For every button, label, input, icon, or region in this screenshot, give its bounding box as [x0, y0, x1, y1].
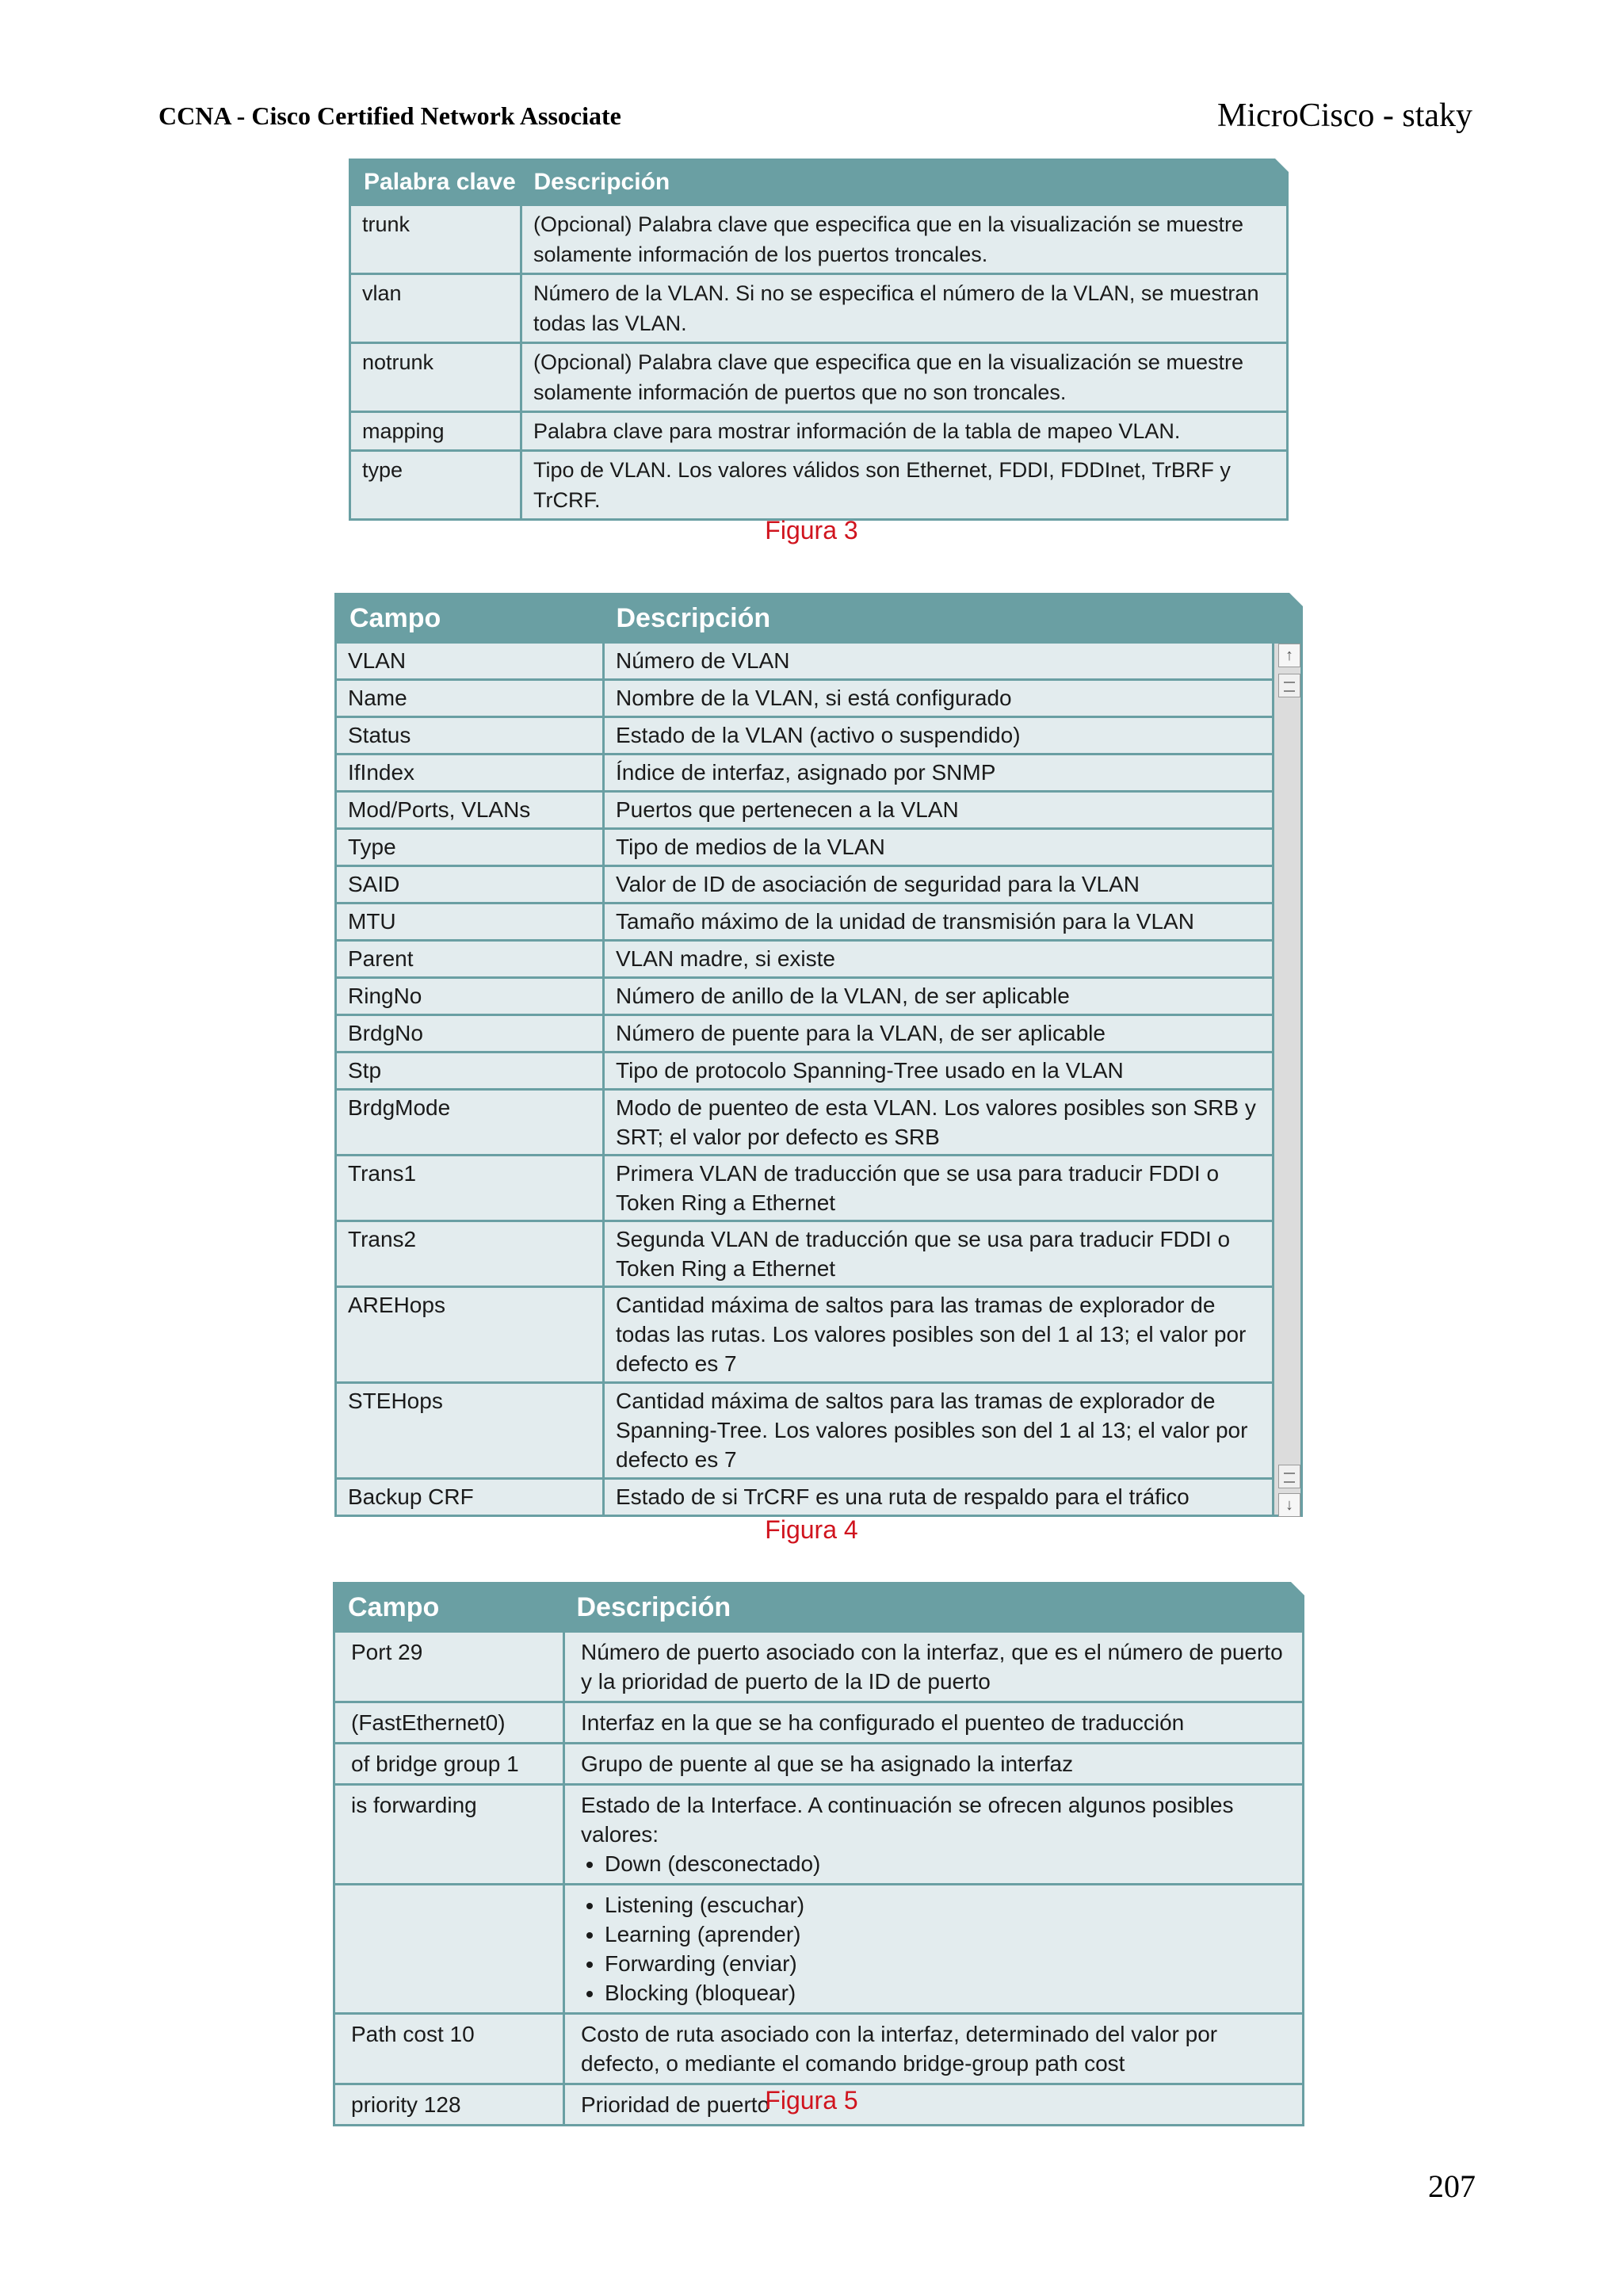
list-item: • Listening (escuchar) — [605, 1890, 1286, 1920]
table-row — [350, 451, 1288, 520]
column-header-description: Descripción — [521, 160, 1288, 205]
scroll-down-button[interactable]: ↓ — [1278, 1493, 1300, 1517]
keyword-cell: type — [350, 451, 521, 520]
field-cell: Type — [336, 829, 604, 866]
table-row — [336, 1287, 1302, 1383]
description-cell: Valor de ID de asociación de seguridad para la VLAN — [604, 866, 1274, 904]
field-cell: BrdgNo — [336, 1015, 604, 1052]
table-row — [334, 1702, 1304, 1744]
field-cell: of bridge group 1 — [334, 1744, 564, 1785]
list-item: • Down (desconectado) — [605, 1849, 1286, 1878]
column-header-description: Descripción — [604, 594, 1302, 643]
field-cell: BrdgMode — [336, 1090, 604, 1156]
scroll-thumb-top[interactable] — [1278, 674, 1300, 697]
field-cell: MTU — [336, 904, 604, 941]
figure-5-table — [333, 1582, 1304, 2126]
description-cell: Nombre de la VLAN, si está configurado — [604, 680, 1274, 717]
table-row — [336, 1479, 1302, 1516]
table-row — [336, 1052, 1302, 1090]
table-row — [336, 866, 1302, 904]
description-cell: Puertos que pertenecen a la VLAN — [604, 792, 1274, 829]
table-corner-notch — [1291, 1582, 1307, 1598]
description-cell: Prioridad de puerto — [564, 2084, 1304, 2126]
field-cell: Trans1 — [336, 1156, 604, 1221]
description-cell: Número de la VLAN. Si no se especifica el número de la VLAN, se muestran todas las VLAN. — [521, 274, 1288, 343]
table-row — [336, 717, 1302, 755]
scroll-up-button[interactable]: ↑ — [1278, 644, 1300, 667]
keyword-cell: notrunk — [350, 343, 521, 412]
table-header-row — [334, 1584, 1304, 1632]
table-row — [336, 978, 1302, 1015]
description-cell: Índice de interfaz, asignado por SNMP — [604, 755, 1274, 792]
field-cell: Trans2 — [336, 1221, 604, 1287]
column-header-field: Campo — [336, 594, 604, 643]
table-row — [350, 274, 1288, 343]
table-row — [336, 680, 1302, 717]
table-row — [336, 1221, 1302, 1287]
figure-3-caption: Figura 3 — [765, 516, 858, 544]
figure-3-table — [349, 159, 1289, 521]
description-cell — [564, 1785, 1304, 1885]
field-cell: Path cost 10 — [334, 2014, 564, 2084]
table-row — [350, 412, 1288, 451]
field-cell: Stp — [336, 1052, 604, 1090]
table-header-row — [336, 594, 1302, 643]
table-header-row — [350, 160, 1288, 205]
table-row — [336, 643, 1302, 680]
list-item: • Blocking (bloquear) — [605, 1978, 1286, 2008]
figure-5-caption: Figura 5 — [765, 2086, 858, 2115]
column-header-field: Campo — [334, 1584, 564, 1632]
field-cell: IfIndex — [336, 755, 604, 792]
figure-4-caption: Figura 4 — [765, 1515, 858, 1544]
field-cell: (FastEthernet0) — [334, 1702, 564, 1744]
description-cell: Grupo de puente al que se ha asignado la interfaz — [564, 1744, 1304, 1785]
description-cell: Número de VLAN — [604, 643, 1274, 680]
state-list — [581, 1890, 1286, 2008]
field-cell: Status — [336, 717, 604, 755]
table-row — [336, 1015, 1302, 1052]
table-corner-notch — [1275, 159, 1291, 174]
description-cell: Tipo de VLAN. Los valores válidos son Ethernet, FDDI, FDDInet, TrBRF y TrCRF. — [521, 451, 1288, 520]
column-header-description: Descripción — [564, 1584, 1304, 1632]
description-cell: Estado de si TrCRF es una ruta de respaldo para el tráfico — [604, 1479, 1274, 1516]
field-cell: Backup CRF — [336, 1479, 604, 1516]
description-cell: Costo de ruta asociado con la interfaz, determinado del valor por defecto, o mediante el comando bridge-group path cost — [564, 2014, 1304, 2084]
field-cell: Port 29 — [334, 1632, 564, 1702]
description-cell: Tipo de protocolo Spanning-Tree usado en la VLAN — [604, 1052, 1274, 1090]
field-cell: STEHops — [336, 1383, 604, 1479]
table-row — [336, 1383, 1302, 1479]
description-cell: (Opcional) Palabra clave que especifica que en la visualización se muestre solamente información de puertos que no son troncales. — [521, 343, 1288, 412]
field-cell: Name — [336, 680, 604, 717]
table-row — [336, 941, 1302, 978]
description-cell: Número de puerto asociado con la interfaz, que es el número de puerto y la prioridad de puerto de la ID de puerto — [564, 1632, 1304, 1702]
list-item: • Learning (aprender) — [605, 1920, 1286, 1949]
description-cell: Cantidad máxima de saltos para las tramas de explorador de todas las rutas. Los valores posibles son del 1 al 13; el valor por defecto es 7 — [604, 1287, 1274, 1383]
description-cell: (Opcional) Palabra clave que especifica que en la visualización se muestre solamente información de los puertos troncales. — [521, 205, 1288, 274]
table-row — [334, 1885, 1304, 2014]
table-row — [350, 343, 1288, 412]
table-row — [336, 1156, 1302, 1221]
table-row — [336, 1090, 1302, 1156]
description-cell: Primera VLAN de traducción que se usa para traducir FDDI o Token Ring a Ethernet — [604, 1156, 1274, 1221]
description-cell: Tipo de medios de la VLAN — [604, 829, 1274, 866]
description-cell: Modo de puenteo de esta VLAN. Los valores posibles son SRB y SRT; el valor por defecto es SRB — [604, 1090, 1274, 1156]
table-row — [336, 829, 1302, 866]
field-cell: VLAN — [336, 643, 604, 680]
field-cell: Parent — [336, 941, 604, 978]
keyword-cell: mapping — [350, 412, 521, 451]
column-header-keyword: Palabra clave — [350, 160, 521, 205]
table-row — [336, 904, 1302, 941]
table-row — [334, 1632, 1304, 1702]
field-cell: Mod/Ports, VLANs — [336, 792, 604, 829]
field-cell: priority 128 — [334, 2084, 564, 2126]
description-cell: Cantidad máxima de saltos para las tramas de explorador de Spanning-Tree. Los valores posibles son del 1 al 13; el valor por defecto es 7 — [604, 1383, 1274, 1479]
description-cell: Interfaz en la que se ha configurado el puenteo de traducción — [564, 1702, 1304, 1744]
description-cell: Segunda VLAN de traducción que se usa para traducir FDDI o Token Ring a Ethernet — [604, 1221, 1274, 1287]
description-cell — [564, 1885, 1304, 2014]
description-cell: Estado de la VLAN (activo o suspendido) — [604, 717, 1274, 755]
table-row — [336, 755, 1302, 792]
table-row — [334, 1785, 1304, 1885]
page-header-author: MicroCisco - staky — [1217, 97, 1472, 134]
figure-4-table — [334, 593, 1303, 1517]
table-row — [334, 1744, 1304, 1785]
table-row — [336, 792, 1302, 829]
table-row — [334, 2014, 1304, 2084]
field-cell: is forwarding — [334, 1785, 564, 1885]
keyword-cell: trunk — [350, 205, 521, 274]
field-cell: SAID — [336, 866, 604, 904]
page-header-title: CCNA - Cisco Certified Network Associate — [158, 101, 621, 130]
page-number: 207 — [1428, 2168, 1476, 2204]
field-cell — [334, 1885, 564, 2014]
table-corner-notch — [1289, 593, 1305, 609]
table-row — [350, 205, 1288, 274]
field-cell: RingNo — [336, 978, 604, 1015]
field-cell: AREHops — [336, 1287, 604, 1383]
keyword-cell: vlan — [350, 274, 521, 343]
state-intro: Estado de la Interface. A continuación se ofrecen algunos posibles valores: — [581, 1793, 1234, 1847]
description-cell: Número de puente para la VLAN, de ser aplicable — [604, 1015, 1274, 1052]
scrollbar-column — [1274, 643, 1302, 1516]
description-cell: Tamaño máximo de la unidad de transmisión para la VLAN — [604, 904, 1274, 941]
state-list — [581, 1849, 1286, 1878]
description-cell: Número de anillo de la VLAN, de ser aplicable — [604, 978, 1274, 1015]
description-cell: VLAN madre, si existe — [604, 941, 1274, 978]
scroll-thumb-bottom[interactable] — [1278, 1465, 1300, 1488]
list-item: • Forwarding (enviar) — [605, 1949, 1286, 1978]
description-cell: Palabra clave para mostrar información de la tabla de mapeo VLAN. — [521, 412, 1288, 451]
